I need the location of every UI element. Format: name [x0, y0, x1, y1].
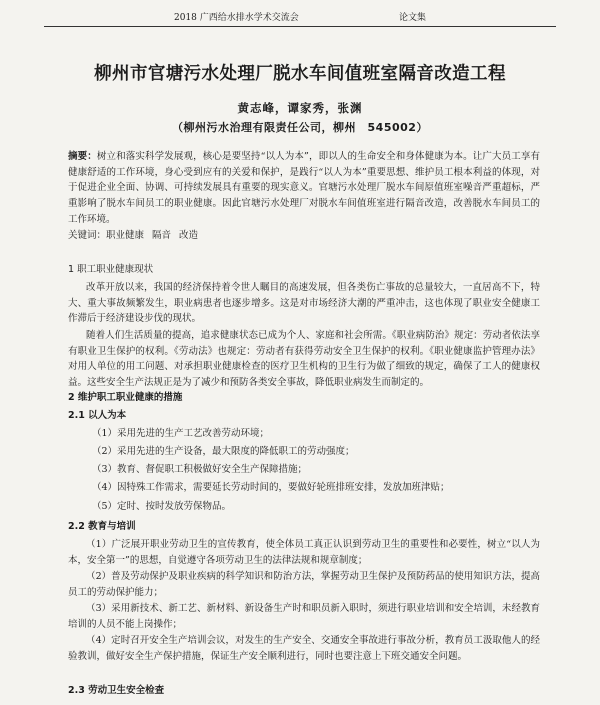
paper-affiliation: （柳州污水治理有限责任公司，柳州 545002） — [172, 121, 428, 134]
section-2-2-paragraph-4: （4）定时召开安全生产培训会议，对发生的生产安全、交通安全事故进行事故分析，教育员工汲取他人的经验教训，做好安全生产保护措施，保证生产安全顺利进行，同时也要注意上下班交通安全问题。 — [68, 635, 540, 662]
header-proceedings: 论文集 — [398, 13, 426, 23]
list-item: （4）因特殊工作需求，需要延长劳动时间的，要做好轮班排班安排，发放加班津贴； — [92, 482, 450, 493]
keywords — [68, 228, 540, 244]
section-1-paragraph-1: 改革开放以来，我国的经济保持着令世人瞩目的高速发展，但各类伤亡事故的总量较大，一直居高不下，特大、重大事故频繁发生，职业病患者也逐步增多。这是对市场经济大潮的严重冲击，这也体现了职业安全健康工作滞后于经济建设步伐的现状。 — [68, 282, 540, 325]
running-header — [44, 10, 556, 27]
section-2-2-paragraph-3: （3）采用新技术、新工艺、新材料、新设备生产时和职员新入职时，须进行职业培训和安全培训，未经教育培训的人员不能上岗操作； — [68, 603, 540, 630]
section-2-2-paragraph-1: （1）广泛展开职业劳动卫生的宣传教育，使全体员工真正认识到劳动卫生的重要性和必要性，树立“以人为本，安全第一”的思想，自觉遵守各项劳动卫生的法律法规和规章制度； — [68, 539, 540, 566]
section-heading-2: 2 维护职工职业健康的措施 — [68, 392, 183, 403]
subsection-heading-2-3: 2.3 劳动卫生安全检查 — [68, 685, 165, 696]
abstract-label: 摘要： — [68, 151, 97, 162]
section-2-2-paragraph-2: （2）普及劳动保护及职业疾病的科学知识和防治方法，掌握劳动卫生保护及预防药品的使用知识方法，提高员工的劳动保护能力； — [68, 571, 540, 598]
paper-title: 柳州市官塘污水处理厂脱水车间值班室隔音改造工程 — [94, 64, 506, 84]
list-item: （3）教育、督促职工积极做好安全生产保障措施； — [92, 464, 308, 475]
abstract — [68, 149, 540, 228]
abstract-text: 树立和落实科学发展观，核心是要坚持“以人为本”，即以人的生命安全和身体健康为本。让广大员工享有健康舒适的工作环境，身心受到应有的关爱和保护，是践行“以人为本”重要思想、维护员工根本利益的体现，对于促进企业全面、协调、可持续发展具有重要的现实意义。官塘污水处理厂脱水车间原值班室噪音严重超标，严重影响了脱水车间员工的职业健康。因此官塘污水处理厂对脱水车间值班室进行隔音改造，改善脱水车间员工的工作环境。 — [68, 151, 540, 225]
header-conference: 2018 广西给水排水学术交流会 — [174, 13, 299, 23]
keyword-item: 改造 — [179, 230, 199, 241]
paper-authors: 黄志峰，谭家秀，张渊 — [237, 101, 363, 115]
list-item: （1）采用先进的生产工艺改善劳动环境； — [92, 428, 270, 439]
section-1-paragraph-2: 随着人们生活质量的提高，追求健康状态已成为个人、家庭和社会所需。《职业病防治》规定：劳动者依法享有职业卫生保护的权利。《劳动法》也规定：劳动者有获得劳动安全卫生保护的权利。《职业健康监护管理办法》对用人单位的用工问题、对承担职业健康检查的医疗卫生机构的卫生行为做了细致的规定，确保了工人的健康权益。这些安全生产法规正是为了减少和预防各类安全事故，降低职业病发生而制定的。 — [68, 330, 540, 389]
keyword-item: 隔音 — [152, 230, 172, 241]
keyword-item: 职业健康 — [106, 230, 145, 241]
section-heading-1: 1 职工职业健康现状 — [68, 264, 154, 275]
list-item: （5）定时、按时发放劳保物品。 — [92, 501, 232, 512]
list-item: （2）采用先进的生产设备，最大限度的降低职工的劳动强度； — [92, 446, 355, 457]
subsection-heading-2-1: 2.1 以人为本 — [68, 410, 127, 421]
keywords-label: 关键词： — [68, 230, 107, 241]
subsection-heading-2-2: 2.2 教育与培训 — [68, 521, 136, 532]
